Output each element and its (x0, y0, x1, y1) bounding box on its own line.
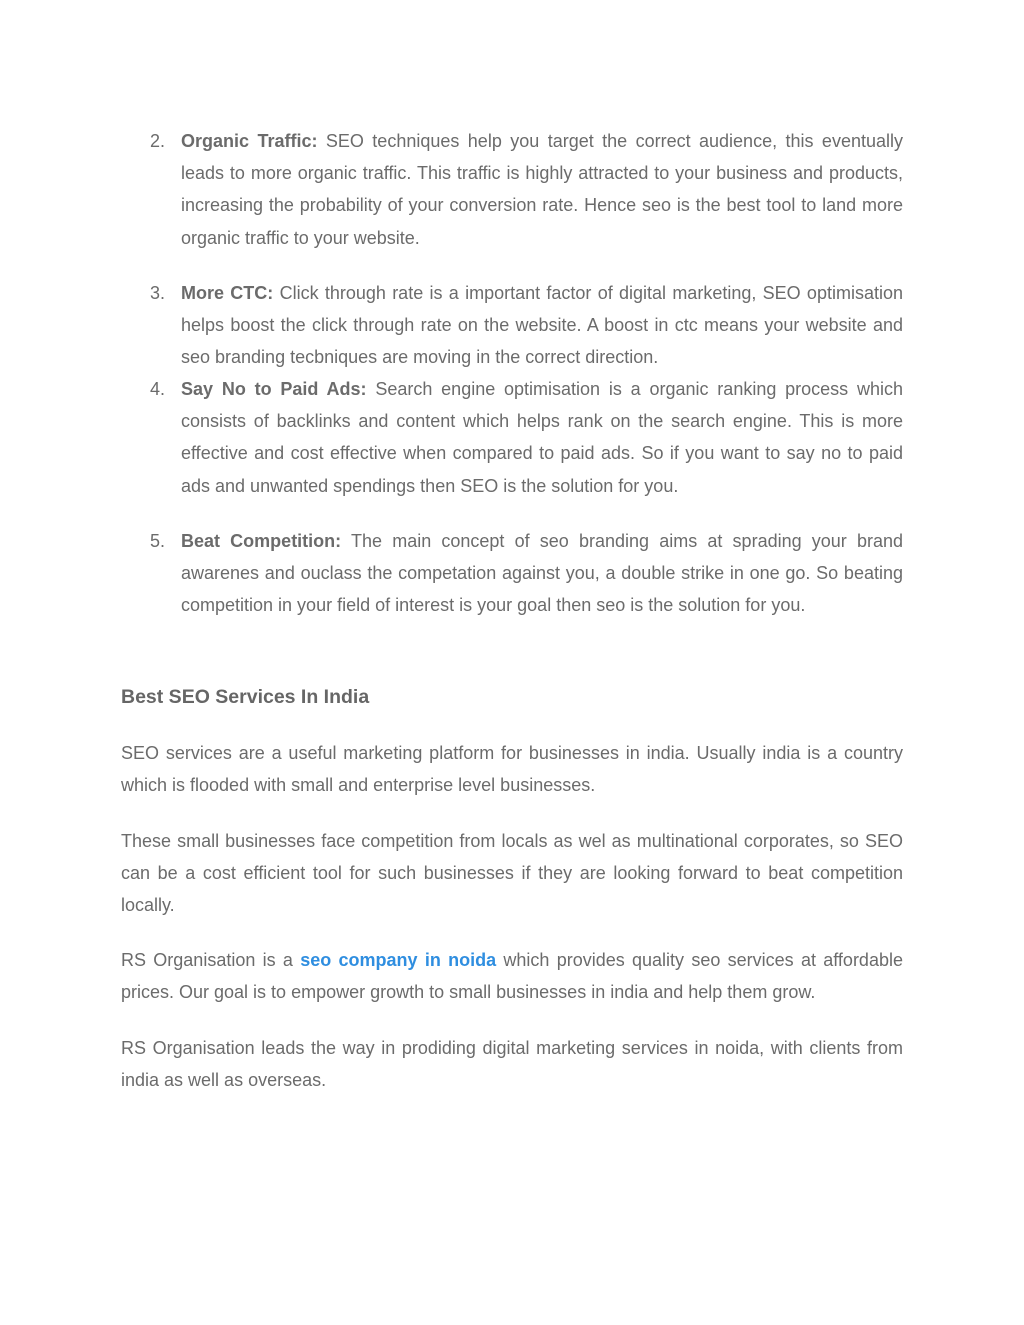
list-text: Click through rate is a important factor of digital marketing, SEO optimisation helps boost the click through rate on the website. A boost in ctc means your website and seo branding tecbniques are moving in the correct direction. (181, 283, 903, 368)
list-number: 2. (150, 131, 166, 151)
list-item (150, 125, 903, 254)
list-text: SEO techniques help you target the correct audience, this eventually leads to more organic traffic. This traffic is highly attracted to your business and products, increasing the probability of your conversion rate. Hence seo is the best tool to land more organic traffic to your website. (181, 131, 903, 248)
list-item (150, 277, 903, 374)
list-item (150, 525, 904, 622)
section-heading: Best SEO Services In India (121, 686, 370, 708)
list-term: Say No to Paid Ads: (181, 379, 367, 399)
list-text: The main concept of seo branding aims at sprading your brand awarenes and ouclass the competation against you, a double strike in one go. So beating competition in your field of interest is your goal then seo is the solution for you. (181, 531, 904, 616)
paragraph: These small businesses face competition from locals as wel as multinational corporates, so SEO can be a cost efficient tool for such businesses if they are looking forward to beat competition locally. (121, 831, 903, 916)
paragraph-text: which provides quality seo services at affordable prices. Our goal is to empower growth to small businesses in india and help them grow. (121, 950, 903, 1003)
list-term: Organic Traffic: (181, 131, 318, 151)
paragraph (121, 944, 903, 1008)
paragraph: RS Organisation leads the way in prodiding digital marketing services in noida, with clients from india as well as overseas. (121, 1038, 903, 1091)
list-term: More CTC: (181, 283, 274, 303)
list-number: 3. (150, 283, 166, 303)
seo-company-link[interactable]: seo company in noida (300, 950, 497, 970)
paragraph: SEO services are a useful marketing platform for businesses in india. Usually india is a country which is flooded with small and enterprise level businesses. (121, 743, 903, 796)
list-text: Search engine optimisation is a organic ranking process which consists of backlinks and content which helps rank on the search engine. This is more effective and cost effective when compared to paid ads. So if you want to say no to paid ads and unwanted spendings then SEO is the solution for you. (181, 379, 903, 496)
list-term: Beat Competition: (181, 531, 342, 551)
list-item (150, 373, 903, 502)
list-number: 4. (150, 379, 166, 399)
paragraph-text: RS Organisation is a (121, 950, 301, 970)
list-number: 5. (150, 531, 166, 551)
